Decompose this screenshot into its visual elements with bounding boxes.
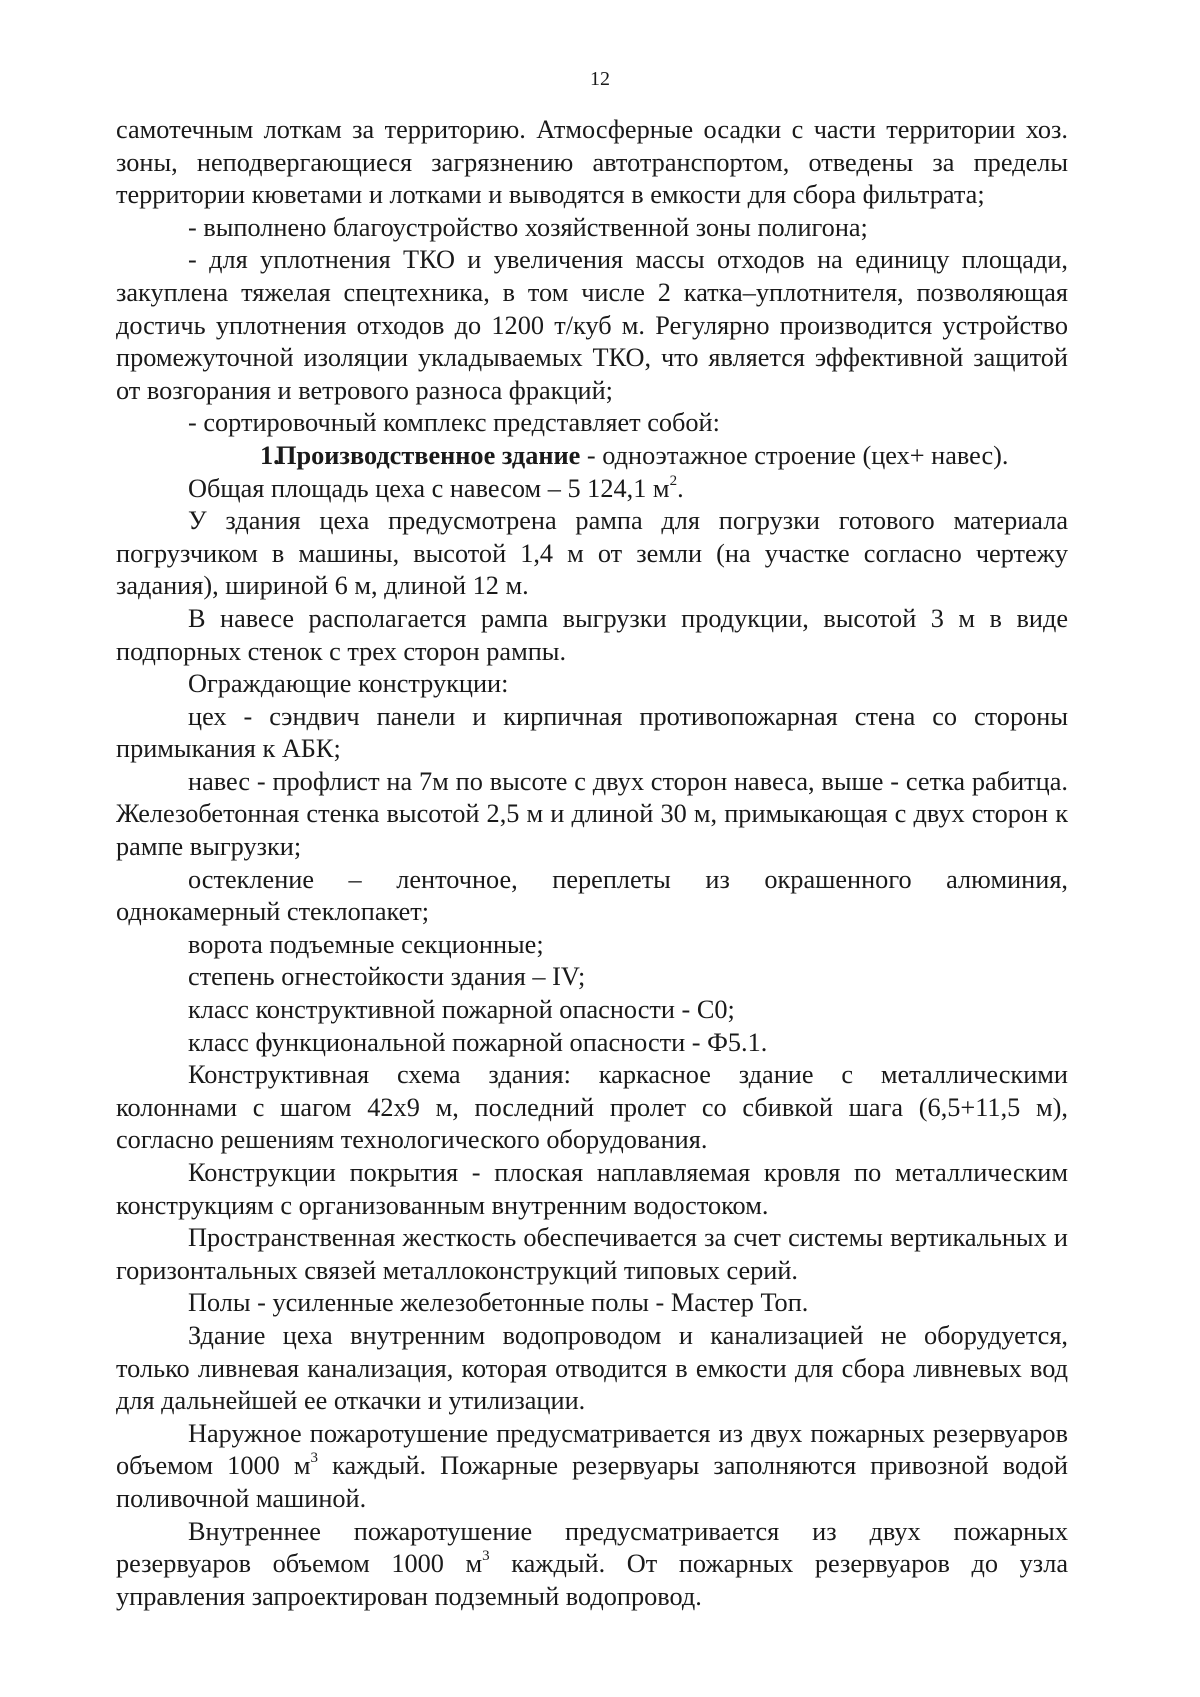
paragraph: самотечным лоткам за территорию. Атмосферные осадки с части территории хоз. зоны, неподвергающиеся загрязнению автотранспортом, отведены за пределы территории кюветами и лотками и выводятся в емкости для сбора фильтрата; [116, 115, 1068, 210]
area-text: Общая площадь цеха с навесом – 5 124,1 м [188, 473, 670, 503]
area-superscript: 2 [669, 472, 678, 489]
paragraph: цех - сэндвич панели и кирпичная противопожарная стена со стороны примыкания к АБК; [116, 701, 1068, 764]
section-heading [116, 440, 1068, 473]
paragraph: Конструкции покрытия - плоская наплавляемая кровля по металлическим конструкциям с организованным внутренним водостоком. [116, 1158, 1068, 1220]
paragraph: Конструктивная схема здания: каркасное здание с металлическими колоннами с шагом 42х9 м, последний пролет со сбивкой шага (6,5+11,5 м), согласно решениям технологического оборудования. [116, 1060, 1068, 1155]
volume-superscript: 3 [482, 1548, 490, 1565]
list-item: - для уплотнения ТКО и увеличения массы отходов на единицу площади, закуплена тяжелая спецтехника, в том числе 2 катка–уплотнителя, позволяющая достичь уплотнения отходов до 1200 т/куб м. Регулярно производится устройство промежуточной изоляции укладываемых ТКО, что является эффективной защитой от возгорания и ветрового разноса фракций; [116, 245, 1068, 405]
paragraph: ворота подъемные секционные; [188, 929, 544, 959]
paragraph: класс функциональной пожарной опасности - Ф5.1. [188, 1027, 768, 1057]
fire-outdoor-paragraph [116, 1418, 1068, 1516]
paragraph-text: Наружное пожаротушение предусматривается из двух пожарных резервуаров объемом 1000 м [116, 1418, 1068, 1481]
paragraph: класс конструктивной пожарной опасности - С0; [188, 995, 735, 1025]
section-number: 1. [260, 440, 280, 470]
paragraph: степень огнестойкости здания – IV; [188, 962, 586, 992]
page-number: 12 [590, 68, 610, 90]
paragraph-text: каждый. От пожарных резервуаров до узла управления запроектирован подземный водопровод. [116, 1549, 1068, 1611]
paragraph: У здания цеха предусмотрена рампа для погрузки готового материала погрузчиком в машины, высотой 1,4 м от земли (на участке согласно чертежу задания), шириной 6 м, длиной 12 м. [116, 506, 1068, 601]
paragraph: Пространственная жесткость обеспечивается за счет системы вертикальных и горизонтальных связей металлоконструкций типовых серий. [116, 1223, 1068, 1285]
section-description: - одноэтажное строение (цех+ навес). [580, 440, 1009, 470]
paragraph: Ограждающие конструкции: [188, 669, 509, 699]
fire-indoor-paragraph [116, 1516, 1068, 1614]
list-item: - выполнено благоустройство хозяйственной зоны полигона; [188, 212, 868, 242]
section-title: Производственное здание [276, 440, 581, 470]
paragraph: навес - профлист на 7м по высоте с двух сторон навеса, выше - сетка рабитца. Железобетонная стенка высотой 2,5 м и длиной 30 м, примыкающая с двух сторон к рампе выгрузки; [116, 766, 1068, 862]
volume-superscript: 3 [310, 1450, 319, 1467]
area-paragraph [116, 473, 1068, 506]
paragraph-text: каждый. Пожарные резервуары заполняются привозной водой поливочной машиной. [116, 1451, 1068, 1513]
paragraph-text: Внутреннее пожаротушение предусматривается из двух пожарных резервуаров объемом 1000 м [116, 1516, 1068, 1579]
area-tail: . [677, 473, 684, 503]
paragraph: остекление – ленточное, переплеты из окрашенного алюминия, однокамерный стеклопакет; [116, 864, 1068, 927]
paragraph: В навесе располагается рампа выгрузки продукции, высотой 3 м в виде подпорных стенок с трех сторон рампы. [116, 603, 1068, 666]
list-item: - сортировочный комплекс представляет собой: [188, 408, 720, 438]
paragraph: Здание цеха внутренним водопроводом и канализацией не оборудуется, только ливневая канализация, которая отводится в емкости для сбора ливневых вод для дальнейшей ее откачки и утилизации. [116, 1320, 1068, 1416]
paragraph: Полы - усиленные железобетонные полы - Мастер Топ. [188, 1288, 809, 1318]
document-body [116, 114, 1068, 1613]
